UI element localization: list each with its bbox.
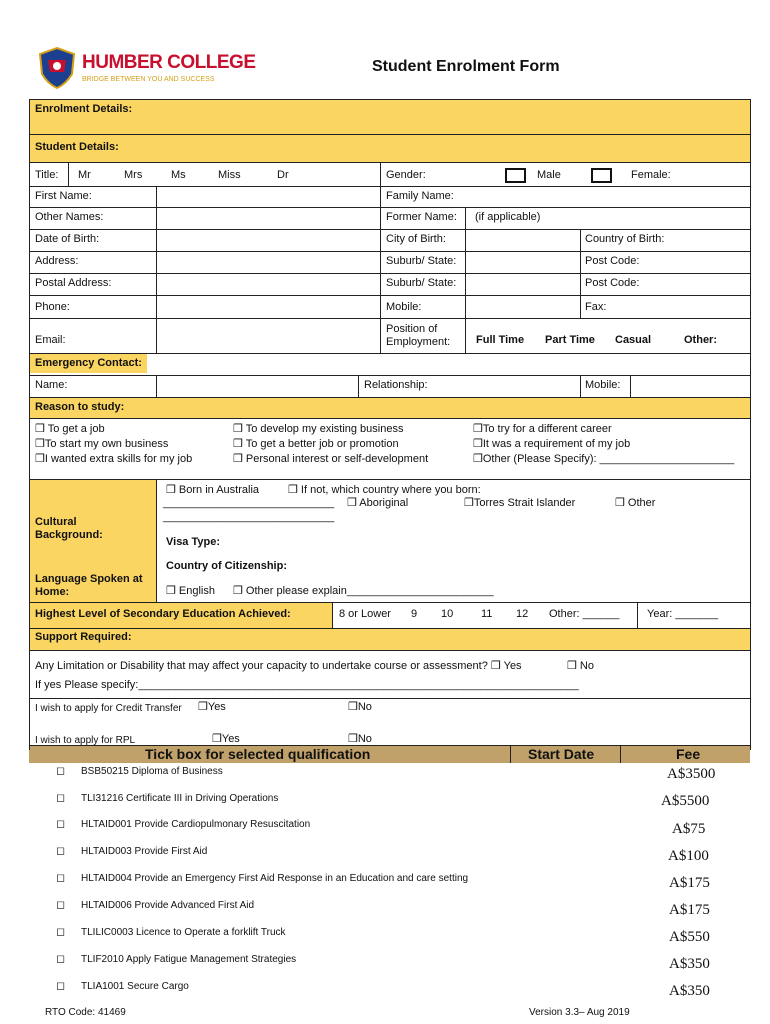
secondary-option-12[interactable]: 12 xyxy=(516,608,529,620)
torres-option[interactable]: ❒Torres Strait Islander xyxy=(464,497,576,509)
qual-name: HLTAID001 Provide Cardiopulmonary Resuscitation xyxy=(81,819,311,830)
crest-icon xyxy=(36,46,78,90)
country-of-birth-label: Country of Birth: xyxy=(585,233,665,245)
qual-name: HLTAID003 Provide First Aid xyxy=(81,846,208,857)
secondary-option-11[interactable]: 11 xyxy=(481,608,493,620)
qual-checkbox[interactable]: ◻ xyxy=(56,872,66,884)
suburb-state-label-2: Suburb/ State: xyxy=(386,277,457,289)
phone-label: Phone: xyxy=(35,301,70,313)
reason-different-career[interactable]: ❒To try for a different career xyxy=(473,423,612,435)
cultural-label-line1: Cultural xyxy=(35,516,77,528)
qual-checkbox[interactable]: ◻ xyxy=(56,980,66,992)
first-name-field[interactable] xyxy=(157,187,379,206)
reason-label: Reason to study: xyxy=(35,401,125,413)
reason-extra-skills[interactable]: ❒I wanted extra skills for my job xyxy=(35,453,193,465)
postal-address-label: Postal Address: xyxy=(35,277,112,289)
first-name-label: First Name: xyxy=(35,190,92,202)
male-checkbox[interactable] xyxy=(505,168,526,183)
reason-band xyxy=(29,397,750,418)
qual-header-title: Tick box for selected qualification xyxy=(145,746,371,762)
email-field[interactable] xyxy=(157,319,379,352)
reason-develop-business[interactable]: ❒ To develop my existing business xyxy=(233,423,404,435)
rpl-label: I wish to apply for RPL xyxy=(35,735,136,746)
casual-option[interactable]: Casual xyxy=(615,334,652,346)
language-label-line2: Home: xyxy=(35,586,70,598)
table-row xyxy=(29,924,750,950)
secondary-label: Highest Level of Secondary Education Achieved: xyxy=(35,608,291,620)
emergency-relationship-label: Relationship: xyxy=(364,379,428,391)
cultural-label-line2: Background: xyxy=(35,529,103,541)
emergency-contact-label: Emergency Contact: xyxy=(35,357,142,369)
qual-checkbox[interactable]: ◻ xyxy=(56,845,66,857)
city-of-birth-label: City of Birth: xyxy=(386,233,446,245)
aboriginal-option[interactable]: ❒ Aboriginal xyxy=(347,497,409,509)
other-employment-option[interactable]: Other: xyxy=(684,334,717,346)
title-label: Title: xyxy=(35,169,59,181)
qual-checkbox[interactable]: ◻ xyxy=(56,899,66,911)
qual-checkbox[interactable]: ◻ xyxy=(56,818,66,830)
title-option-dr[interactable]: Dr xyxy=(277,169,289,181)
if-applicable-note: (if applicable) xyxy=(475,211,541,223)
qual-fee: A$175 xyxy=(669,875,710,891)
fee-header: Fee xyxy=(676,746,701,762)
not-born-australia-option[interactable]: ❒ If not, which country where you born: xyxy=(288,484,481,496)
qual-name: TLILIC0003 Licence to Operate a forklift Truck xyxy=(81,927,286,938)
title-option-mrs[interactable]: Mrs xyxy=(124,169,143,181)
title-option-miss[interactable]: Miss xyxy=(218,169,241,181)
college-tagline: BRIDGE BETWEEN YOU AND SUCCESS xyxy=(82,76,215,83)
qual-fee: A$550 xyxy=(669,929,710,945)
language-label-line1: Language Spoken at xyxy=(35,573,143,585)
post-code-label-2: Post Code: xyxy=(585,277,640,289)
reason-other[interactable]: ❒Other (Please Specify): ______________________ xyxy=(473,453,735,465)
qual-name: TLI31216 Certificate III in Driving Operations xyxy=(81,793,279,804)
table-row xyxy=(29,816,750,842)
version-label: Version 3.3– Aug 2019 xyxy=(529,1007,630,1018)
suburb-state-label-1: Suburb/ State: xyxy=(386,255,457,267)
cultural-other-option[interactable]: ❒ Other xyxy=(615,497,656,509)
qual-fee: A$5500 xyxy=(661,793,710,809)
mobile-label: Mobile: xyxy=(386,301,422,313)
dob-label: Date of Birth: xyxy=(35,233,100,245)
student-details-label: Student Details: xyxy=(35,141,119,153)
qual-fee: A$3500 xyxy=(667,766,716,782)
emergency-name-field[interactable] xyxy=(157,376,357,396)
family-name-label: Family Name: xyxy=(386,190,454,202)
qual-name: BSB50215 Diploma of Business xyxy=(81,766,223,777)
reason-get-job[interactable]: ❒ To get a job xyxy=(35,423,105,435)
table-row xyxy=(29,870,750,896)
qual-checkbox[interactable]: ◻ xyxy=(56,792,66,804)
start-date-header: Start Date xyxy=(528,746,595,762)
support-specify[interactable]: If yes Please specify:________________________________________________________________________ xyxy=(35,679,579,691)
qual-name: HLTAID006 Provide Advanced First Aid xyxy=(81,900,255,911)
title-option-mr[interactable]: Mr xyxy=(78,169,91,181)
support-band xyxy=(29,628,750,650)
country-born-blank[interactable]: ____________________________ xyxy=(163,497,335,509)
qual-name: TLIF2010 Apply Fatigue Management Strategies xyxy=(81,954,297,965)
table-row xyxy=(29,951,750,977)
table-row xyxy=(29,763,750,789)
email-label: Email: xyxy=(35,334,66,346)
fax-label: Fax: xyxy=(585,301,607,313)
position-label-line1: Position of xyxy=(386,323,438,335)
country-citizenship-label: Country of Citizenship: xyxy=(166,560,287,572)
emergency-mobile-label: Mobile: xyxy=(585,379,621,391)
family-name-field[interactable] xyxy=(466,187,749,206)
male-label: Male xyxy=(537,169,561,181)
table-row xyxy=(29,978,750,1004)
form-title: Student Enrolment Form xyxy=(372,58,560,75)
former-name-label: Former Name: xyxy=(386,211,457,223)
credit-yes-option[interactable]: ❒Yes xyxy=(198,701,226,713)
secondary-option-10[interactable]: 10 xyxy=(441,608,454,620)
emergency-mobile-field[interactable] xyxy=(631,376,749,396)
address-field[interactable] xyxy=(157,252,379,272)
position-label-line2: Employment: xyxy=(386,336,451,348)
credit-transfer-label: I wish to apply for Credit Transfer xyxy=(35,703,182,714)
secondary-option-9[interactable]: 9 xyxy=(411,608,418,620)
emergency-name-label: Name: xyxy=(35,379,68,391)
rpl-yes-option[interactable]: ❒Yes xyxy=(212,733,240,745)
reason-personal-interest[interactable]: ❒ Personal interest or self-development xyxy=(233,453,429,465)
address-label: Address: xyxy=(35,255,79,267)
qual-header-band xyxy=(29,745,750,763)
language-other-option[interactable]: ❒ Other please explain________________________ xyxy=(233,585,494,597)
other-names-label: Other Names: xyxy=(35,211,104,223)
support-no-option[interactable]: ❒ No xyxy=(567,660,594,672)
qual-checkbox[interactable]: ◻ xyxy=(56,926,66,938)
credit-no-option[interactable]: ❒No xyxy=(348,701,372,713)
title-option-ms[interactable]: Ms xyxy=(171,169,186,181)
table-row xyxy=(29,790,750,816)
reason-better-job[interactable]: ❒ To get a better job or promotion xyxy=(233,438,399,450)
reason-requirement[interactable]: ❒It was a requirement of my job xyxy=(473,438,631,450)
qual-checkbox[interactable]: ◻ xyxy=(56,953,66,965)
qual-fee: A$350 xyxy=(669,956,710,972)
cultural-other-blank[interactable]: ____________________________ xyxy=(163,511,335,523)
secondary-option-8[interactable]: 8 or Lower xyxy=(339,608,391,620)
language-english-option[interactable]: ❒ English xyxy=(166,585,215,597)
secondary-year[interactable]: Year: _______ xyxy=(647,608,719,620)
postal-address-field[interactable] xyxy=(157,274,379,294)
support-question[interactable]: Any Limitation or Disability that may affect your capacity to undertake course or assessment? ❒ Yes xyxy=(35,660,522,672)
reason-own-business[interactable]: ❒To start my own business xyxy=(35,438,169,450)
gender-label: Gender: xyxy=(386,169,426,181)
qual-fee: A$175 xyxy=(669,902,710,918)
female-checkbox[interactable] xyxy=(591,168,612,183)
college-logo xyxy=(36,46,256,90)
table-row xyxy=(29,897,750,923)
post-code-label-1: Post Code: xyxy=(585,255,640,267)
rpl-no-option[interactable]: ❒No xyxy=(348,733,372,745)
qual-fee: A$350 xyxy=(669,983,710,999)
visa-type-label: Visa Type: xyxy=(166,536,221,548)
qual-fee: A$100 xyxy=(668,848,709,864)
phone-field[interactable] xyxy=(157,296,379,317)
female-label: Female: xyxy=(631,169,671,181)
other-names-field[interactable] xyxy=(157,208,379,228)
secondary-other[interactable]: Other: ______ xyxy=(549,608,620,620)
born-australia-option[interactable]: ❒ Born in Australia xyxy=(166,484,260,496)
full-time-option[interactable]: Full Time xyxy=(476,334,525,346)
enrolment-details-band xyxy=(29,99,750,162)
part-time-option[interactable]: Part Time xyxy=(545,334,595,346)
table-row xyxy=(29,843,750,869)
qual-fee: A$75 xyxy=(672,821,706,837)
qual-name: HLTAID004 Provide an Emergency First Aid Response in an Education and care setting xyxy=(81,873,469,884)
rto-code: RTO Code: 41469 xyxy=(45,1007,126,1018)
support-label: Support Required: xyxy=(35,631,132,643)
college-name: HUMBER COLLEGE xyxy=(82,52,256,73)
qual-checkbox[interactable]: ◻ xyxy=(56,765,66,777)
dob-field[interactable] xyxy=(157,230,379,250)
qual-name: TLIA1001 Secure Cargo xyxy=(81,981,189,992)
enrolment-details-label: Enrolment Details: xyxy=(35,103,133,115)
